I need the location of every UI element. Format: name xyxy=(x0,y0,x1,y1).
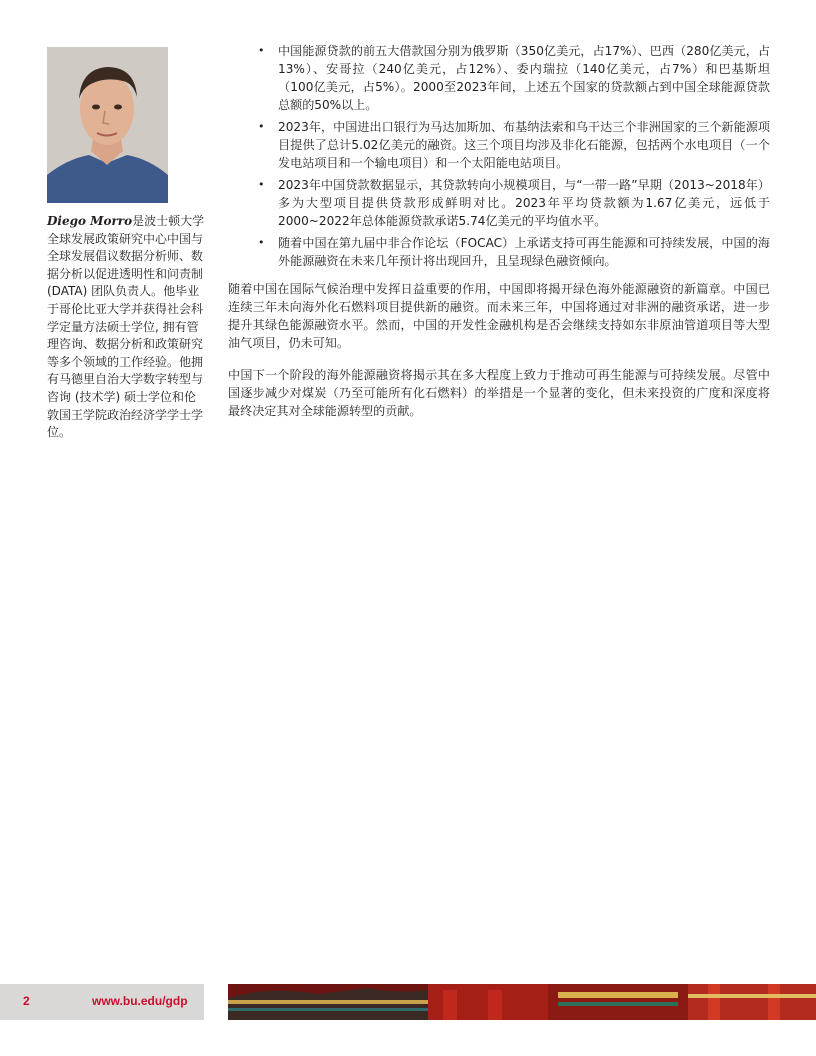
list-item: • 随着中国在第九届中非合作论坛（FOCAC）上承诺支持可再生能源和可持续发展，中国的海外能源融资在未来几年预计将出现回升，且呈现绿色融资倾向。 xyxy=(278,234,770,270)
list-item: • 2023年，中国进出口银行为马达加斯加、布基纳法索和乌干达三个非洲国家的三个新能源项目提供了总计5.02亿美元的融资。这三个项目均涉及非化石能源，包括两个水电项目（一个发电站项目和一个输电项目）和一个太阳能电站项目。 xyxy=(278,118,770,172)
list-item: • 2023年中国贷款数据显示，其贷款转向小规模项目，与“一带一路”早期（2013~2018年）多为大型项目提供贷款形成鲜明对比。2023年平均贷款额为1.67亿美元，远低于2000~2022年总体能源贷款承诺5.74亿美元的平均值水平。 xyxy=(278,176,770,230)
list-item: • 中国能源贷款的前五大借款国分别为俄罗斯（350亿美元，占17%）、巴西（280亿美元，占13%）、安哥拉（240亿美元，占12%）、委内瑞拉（140亿美元，占7%）和巴基斯坦（100亿美元，占5%）。2000至2023年间，上述五个国家的贷款额占到中国全球能源贷款总额的50%以上。 xyxy=(278,42,770,114)
body-paragraph: 随着中国在国际气候治理中发挥日益重要的作用，中国即将揭开绿色海外能源融资的新篇章。中国已连续三年未向海外化石燃料项目提供新的融资。而未来三年，中国将通过对非洲的融资承诺，进一步提升其绿色能源融资水平。然而，中国的开发性金融机构是否会继续支持如东非原油管道项目等大型油气项目，仍未可知。 xyxy=(228,282,770,350)
footer-bar xyxy=(0,984,204,1020)
main-content xyxy=(228,42,770,420)
author-name: Diego Morro xyxy=(47,214,133,228)
body-paragraph: 中国下一个阶段的海外能源融资将揭示其在多大程度上致力于推动可再生能源与可持续发展。尽管中国逐步减少对煤炭（乃至可能所有化石燃料）的举措是一个显著的变化，但未来投资的广度和深度将最终决定其对全球能源转型的贡献。 xyxy=(228,368,770,418)
author-photo xyxy=(47,47,168,203)
key-findings-list xyxy=(228,42,770,270)
footer-decorative-image xyxy=(228,984,816,1020)
author-bio-text: 是波士顿大学全球发展政策研究中心中国与全球发展倡议数据分析师、数据分析以促进透明性和问责制 (DATA) 团队负责人。他毕业于哥伦比亚大学并获得社会科学定量方法硕士学位, 拥有管理咨询、数据分析和政策研究等多个领域的工作经验。他拥有马德里自治大学数字转型与咨询 (技术学) 硕士学位和伦敦国王学院政治经济学学士学位。 xyxy=(47,214,205,440)
author-bio xyxy=(47,213,207,442)
footer-url-link[interactable]: www.bu.edu/gdp xyxy=(92,994,188,1008)
page-number: 2 xyxy=(23,994,30,1008)
